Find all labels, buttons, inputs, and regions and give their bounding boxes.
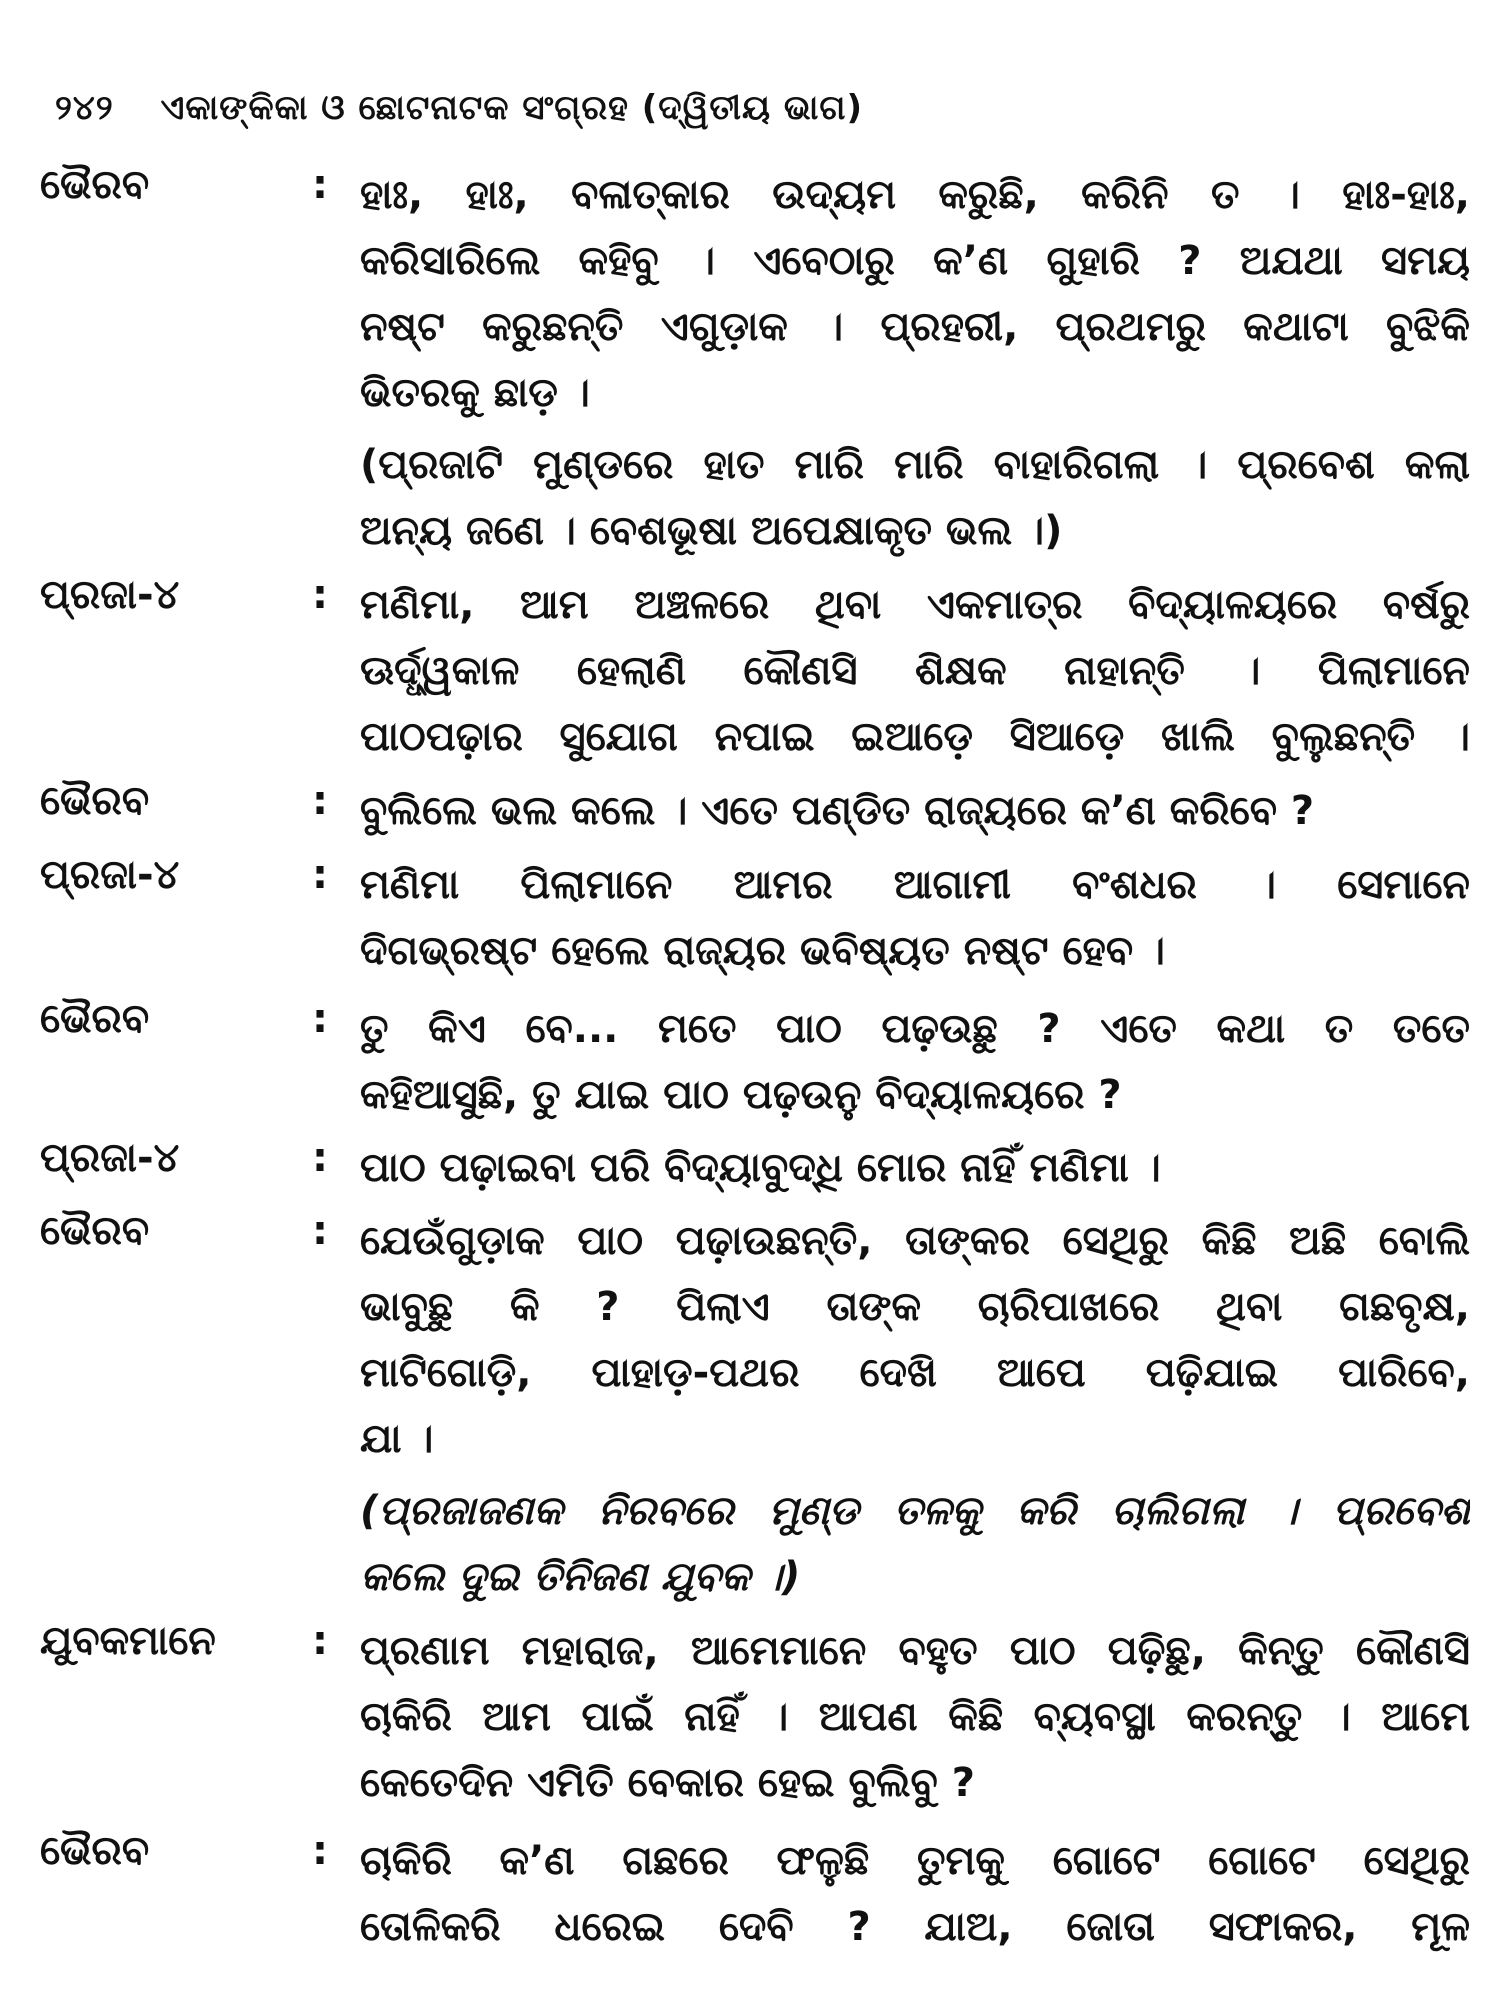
dialogue-text (360, 1135, 1470, 1201)
speaker-name: ପ୍ରଜା-୪ (40, 1135, 180, 1181)
dialogue-line: ପାଠପଢ଼ାର ସୁଯୋଗ ନପାଇ ଇଆଡ଼େ ସିଆଡ଼େ ଖାଲି ବୁଲୁଛନ୍ତି । (360, 714, 1470, 760)
speaker-colon: : (312, 572, 328, 618)
speaker-name: ଭୈରବ (40, 162, 150, 208)
dialogue-text (360, 1208, 1470, 1472)
dialogue-line: ଯେଉଁଗୁଡ଼ାକ ପାଠ ପଢ଼ାଉଛନ୍ତି, ତାଙ୍କର ସେଥିରୁ କିଛି ଅଛି ବୋଲି (360, 1218, 1470, 1264)
dialogue-line: ମାଟିଗୋଡ଼ି, ପାହାଡ଼-ପଥର ଦେଖି ଆପେ ପଢ଼ିଯାଇ ପାରିବେ, (360, 1350, 1470, 1396)
dialogue-line: ନଷ୍ଟ କରୁଛନ୍ତି ଏଗୁଡ଼ାକ । ପ୍ରହରୀ, ପ୍ରଥମରୁ କଥାଟା ବୁଝିକି (360, 304, 1470, 350)
dialogue-line: ତୁ କିଏ ବେ... ମତେ ପାଠ ପଢ଼ଉଛୁ ? ଏତେ କଥା ତ ତତେ (360, 1006, 1470, 1052)
speaker-colon: : (312, 778, 328, 824)
speaker-colon: : (312, 1828, 328, 1874)
dialogue-line: ଚାକିରି ଆମ ପାଇଁ ନାହିଁ । ଆପଣ କିଛି ବ୍ୟବସ୍ଥା କରନ୍ତୁ । ଆମେ (360, 1694, 1470, 1740)
dialogue-line: ଭିତରକୁ ଛାଡ଼ । (360, 370, 590, 416)
speaker-colon: : (312, 996, 328, 1042)
dialogue-line: ଚାକିରି କ’ଣ ଗଛରେ ଫଳୁଛି ତୁମକୁ ଗୋଟେ ଗୋଟେ ସେଥିରୁ (360, 1838, 1470, 1884)
speaker-colon: : (312, 1618, 328, 1664)
dialogue-line: ମଣିମା, ଆମ ଅଞ୍ଚଳରେ ଥିବା ଏକମାତ୍ର ବିଦ୍ୟାଳୟରେ ବର୍ଷରୁ (360, 582, 1470, 628)
speaker-name: ଭୈରବ (40, 996, 150, 1042)
speaker-name: ଭୈରବ (40, 1208, 150, 1254)
dialogue-text (360, 852, 1470, 984)
dialogue-line: କହିଆସୁଛି, ତୁ ଯାଇ ପାଠ ପଢ଼ଉନୁ ବିଦ୍ୟାଳୟରେ ? (360, 1072, 1122, 1118)
page-header (55, 88, 863, 128)
speaker-name: ଯୁବକମାନେ (40, 1618, 216, 1664)
dialogue-line: ତୋଳିକରି ଧରେଇ ଦେବି ? ଯାଅ, ଜୋତା ସଫାକର, ମୂଳ (360, 1904, 1470, 1950)
speaker-colon: : (312, 162, 328, 208)
dialogue-line: ହାଃ, ହାଃ, ବଳାତ୍କାର ଉଦ୍ୟମ କରୁଛି, କରିନି ତ । ହାଃ-ହାଃ, (360, 172, 1470, 218)
speaker-colon: : (312, 1208, 328, 1254)
dialogue-text (360, 996, 1470, 1128)
speaker-name: ପ୍ରଜା-୪ (40, 852, 180, 898)
dialogue-line: ପ୍ରଣାମ ମହାରାଜ, ଆମେମାନେ ବହୁତ ପାଠ ପଢ଼ିଛୁ, କିନ୍ତୁ କୌଣସି (360, 1628, 1470, 1674)
stage-line: ଅନ୍ୟ ଜଣେ । ବେଶଭୂଷା ଅପେକ୍ଷାକୃତ ଭଲ ।) (360, 508, 1063, 554)
dialogue-line: ଭାବୁଛୁ କି ? ପିଲାଏ ତାଙ୍କ ଚାରିପାଖରେ ଥିବା ଗଛବୃକ୍ଷ, (360, 1284, 1470, 1330)
dialogue-line: ଯା । (360, 1416, 434, 1462)
dialogue-line: ଊର୍ଦ୍ଧ୍ୱକାଳ ହେଲାଣି କୌଣସି ଶିକ୍ଷକ ନାହାନ୍ତି । ପିଲାମାନେ (360, 648, 1470, 694)
dialogue-text (360, 1618, 1470, 1816)
page-number: ୨୪୨ (55, 88, 114, 128)
dialogue-line: ପାଠ ପଢ଼ାଇବା ପରି ବିଦ୍ୟାବୁଦ୍ଧି ମୋର ନାହିଁ ମଣିମା । (360, 1145, 1161, 1191)
stage-text (360, 1478, 1470, 1610)
speaker-colon: : (312, 1135, 328, 1181)
speaker-colon: : (312, 852, 328, 898)
stage-line: (ପ୍ରଜାଜଣକ ନିରବରେ ମୁଣ୍ଡ ତଳକୁ କରି ଚାଲିଗଲା । ପ୍ରବେଶ (360, 1488, 1470, 1534)
stage-line: (ପ୍ରଜାଟି ମୁଣ୍ଡରେ ହାତ ମାରି ମାରି ବାହାରିଗଲା । ପ୍ରବେଶ କଲା (360, 442, 1470, 488)
book-title: ଏକାଙ୍କିକା ଓ ଛୋଟନାଟକ ସଂଗ୍ରହ (ଦ୍ୱିତୀୟ ଭାଗ) (160, 88, 864, 128)
dialogue-line: ମଣିମା ପିଲାମାନେ ଆମର ଆଗାମୀ ବଂଶଧର । ସେମାନେ (360, 862, 1470, 908)
stage-text (360, 432, 1470, 564)
speaker-name: ପ୍ରଜା-୪ (40, 572, 180, 618)
speaker-name: ଭୈରବ (40, 778, 150, 824)
speaker-name: ଭୈରବ (40, 1828, 150, 1874)
dialogue-line: କରିସାରିଲେ କହିବୁ । ଏବେଠାରୁ କ’ଣ ଗୁହାରି ? ଅଯଥା ସମୟ (360, 238, 1470, 284)
dialogue-line: କେତେଦିନ ଏମିତି ବେକାର ହେଇ ବୁଲିବୁ ? (360, 1760, 975, 1806)
dialogue-text (360, 778, 1470, 844)
stage-line: କଲେ ଦୁଇ ତିନିଜଣ ଯୁବକ ।) (360, 1554, 801, 1600)
dialogue-line: ଦିଗଭ୍ରଷ୍ଟ ହେଲେ ରାଜ୍ୟର ଭବିଷ୍ୟତ ନଷ୍ଟ ହେବ । (360, 928, 1166, 974)
dialogue-text (360, 572, 1470, 770)
dialogue-line: ବୁଲିଲେ ଭଲ କଲେ । ଏତେ ପଣ୍ଡିତ ରାଜ୍ୟରେ କ’ଣ କରିବେ ? (360, 788, 1315, 834)
dialogue-text (360, 162, 1470, 426)
dialogue-text (360, 1828, 1470, 1960)
